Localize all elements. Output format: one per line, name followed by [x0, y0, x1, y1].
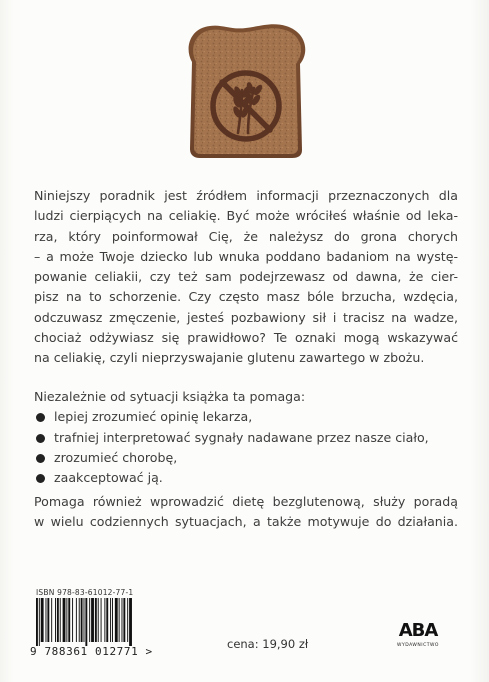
barcode	[34, 598, 170, 646]
description-line: rza, który poinformował Cię, że należysz do grona chorych	[34, 228, 458, 244]
gluten-free-bread-image	[176, 18, 316, 160]
description-line: powanie celiakii, czy też sam podejrzewasz od dawna, że cier-	[34, 269, 458, 285]
description-line: – a może Twoje dziecko lub wnuka poddano badaniom na wystę-	[34, 248, 458, 264]
description-line: odczuwasz zmęczenie, jesteś pozbawiony sił i tracisz na wadze,	[34, 309, 458, 325]
description-line: chociaż odżywiasz się prawidłowo? Te oznaki mogą wskazywać	[34, 330, 458, 346]
barcode-digits: 9 788361 012771 >	[30, 645, 153, 658]
list-item: trafniej interpretować sygnały nadawane przez nasze ciało,	[34, 428, 458, 448]
description-line: ludzi cierpiących na celiakię. Być może wróciłeś właśnie od leka-	[34, 208, 458, 224]
benefits-lead: Niezależnie od sytuacji książka ta pomaga:	[34, 389, 306, 404]
publisher-logo	[390, 621, 446, 661]
description-line: Niniejszy poradnik jest źródłem informacji przeznaczonych dla	[34, 188, 458, 203]
publisher-logo-subtitle: WYDAWNICTWO	[397, 643, 439, 648]
benefits-section	[34, 387, 458, 488]
list-item: zaakceptować ją.	[34, 468, 458, 488]
description-paragraph	[34, 186, 458, 369]
isbn-label: ISBN 978-83-61012-77-1	[36, 588, 134, 597]
closing-line: w wielu codziennych sytuacjach, a także motywuje do działania.	[34, 514, 458, 530]
benefits-list	[34, 407, 458, 488]
no-gluten-icon	[176, 18, 316, 160]
publisher-logo-mark: ABA	[398, 620, 438, 641]
list-item: zrozumieć chorobę,	[34, 448, 458, 468]
description-line: pisz na to schorzenie. Czy często masz bóle brzucha, wzdęcia,	[34, 289, 458, 305]
closing-line: Pomaga również wprowadzić dietę bezglutenową, służy poradą	[34, 494, 458, 509]
price-label: cena: 19,90 zł	[227, 637, 309, 651]
description-line: na celiakię, czyli nieprzyswajanie glutenu zawartego w zbożu.	[34, 350, 425, 366]
closing-paragraph	[34, 492, 458, 533]
list-item: lepiej zrozumieć opinię lekarza,	[34, 407, 458, 427]
